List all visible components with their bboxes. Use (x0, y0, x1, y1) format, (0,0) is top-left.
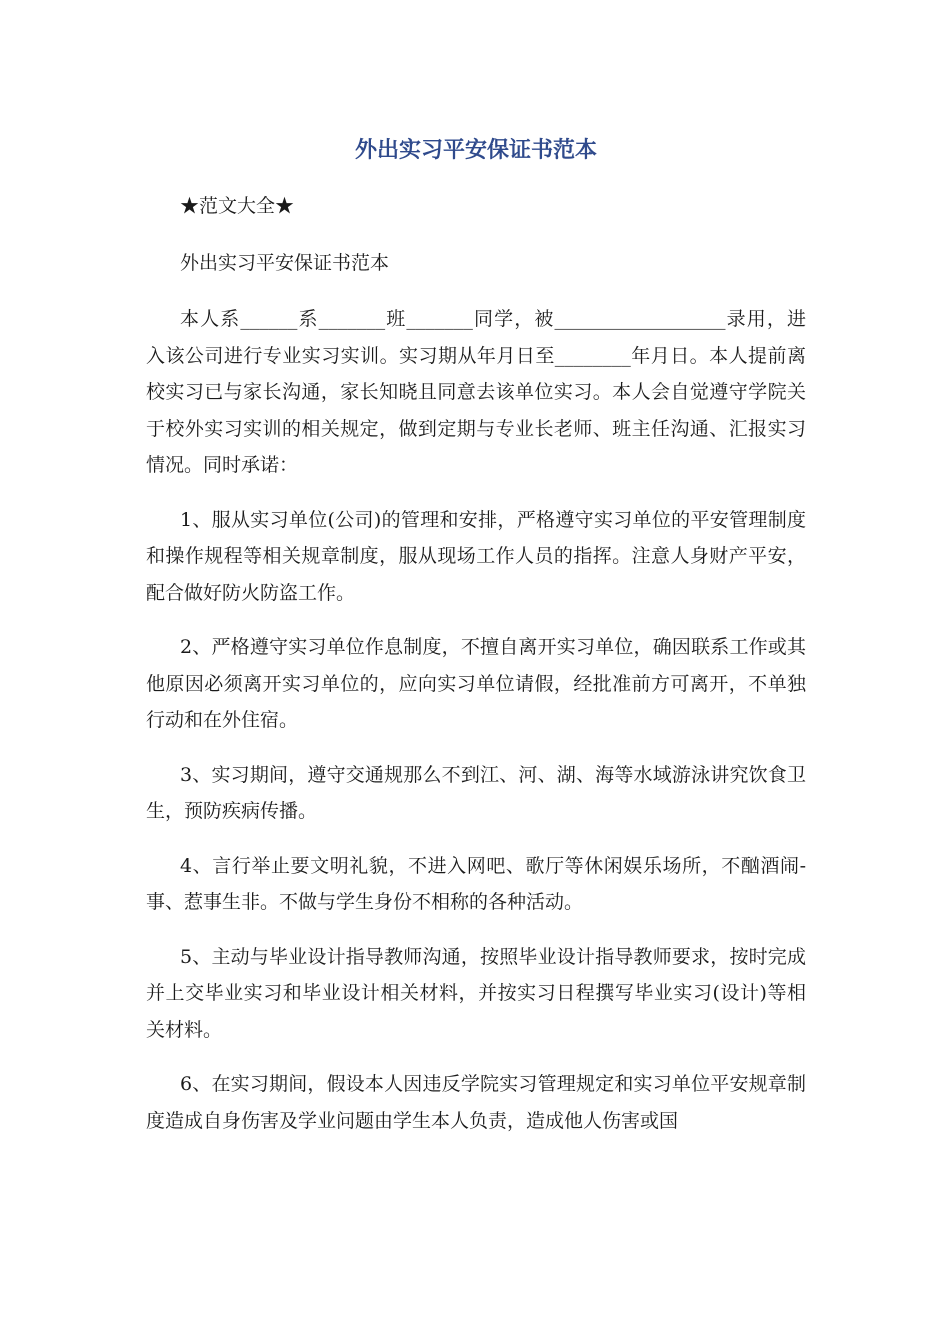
document-title: 外出实习平安保证书范本 (354, 138, 597, 163)
clause-5: 5、主动与毕业设计指导教师沟通，按照毕业设计指导教师要求，按时完成并上交毕业实习和毕业设计相关材料，并按实习日程撰写毕业实习(设计)等相关材料。 (146, 945, 806, 1041)
clause-1: 1、服从实习单位(公司)的管理和安排，严格遵守实习单位的平安管理制度和操作规程等相关规章制度，服从现场工作人员的指挥。注意人身财产平安，配合做好防火防盗工作。 (146, 508, 806, 604)
clause-2: 2、严格遵守实习单位作息制度，不擅自离开实习单位，确因联系工作或其他原因必须离开实习单位的，应向实习单位请假，经批准前方可离开，不单独行动和在外住宿。 (146, 636, 806, 731)
clause-3: 3、实习期间，遵守交通规那么不到江、河、湖、海等水域游泳讲究饮食卫生，预防疾病传播。 (146, 763, 806, 822)
clause-4: 4、言行举止要文明礼貌，不进入网吧、歌厅等休闲娱乐场所，不酗酒闹-事、惹事生非。不做与学生身份不相称的各种活动。 (146, 854, 806, 913)
clause-6: 6、在实习期间，假设本人因违反学院实习管理规定和实习单位平安规章制度造成自身伤害及学业问题由学生本人负责，造成他人伤害或国 (146, 1073, 806, 1132)
subtitle: 外出实习平安保证书范本 (180, 252, 390, 274)
tagline: ★范文大全★ (180, 195, 295, 217)
intro-paragraph: 本人系______系_______班_______同学，被__________________录用，进入该公司进行专业实习实训。实习期从年月日至________年月日。本人提前离校实习已与家长沟通，家长知晓且同意去该单位实习。本人会自觉遵守学院关于校外实习实训的相关规定，做到定期与专业长老师、班主任沟通、汇报实习情况。同时承诺： (146, 308, 806, 476)
